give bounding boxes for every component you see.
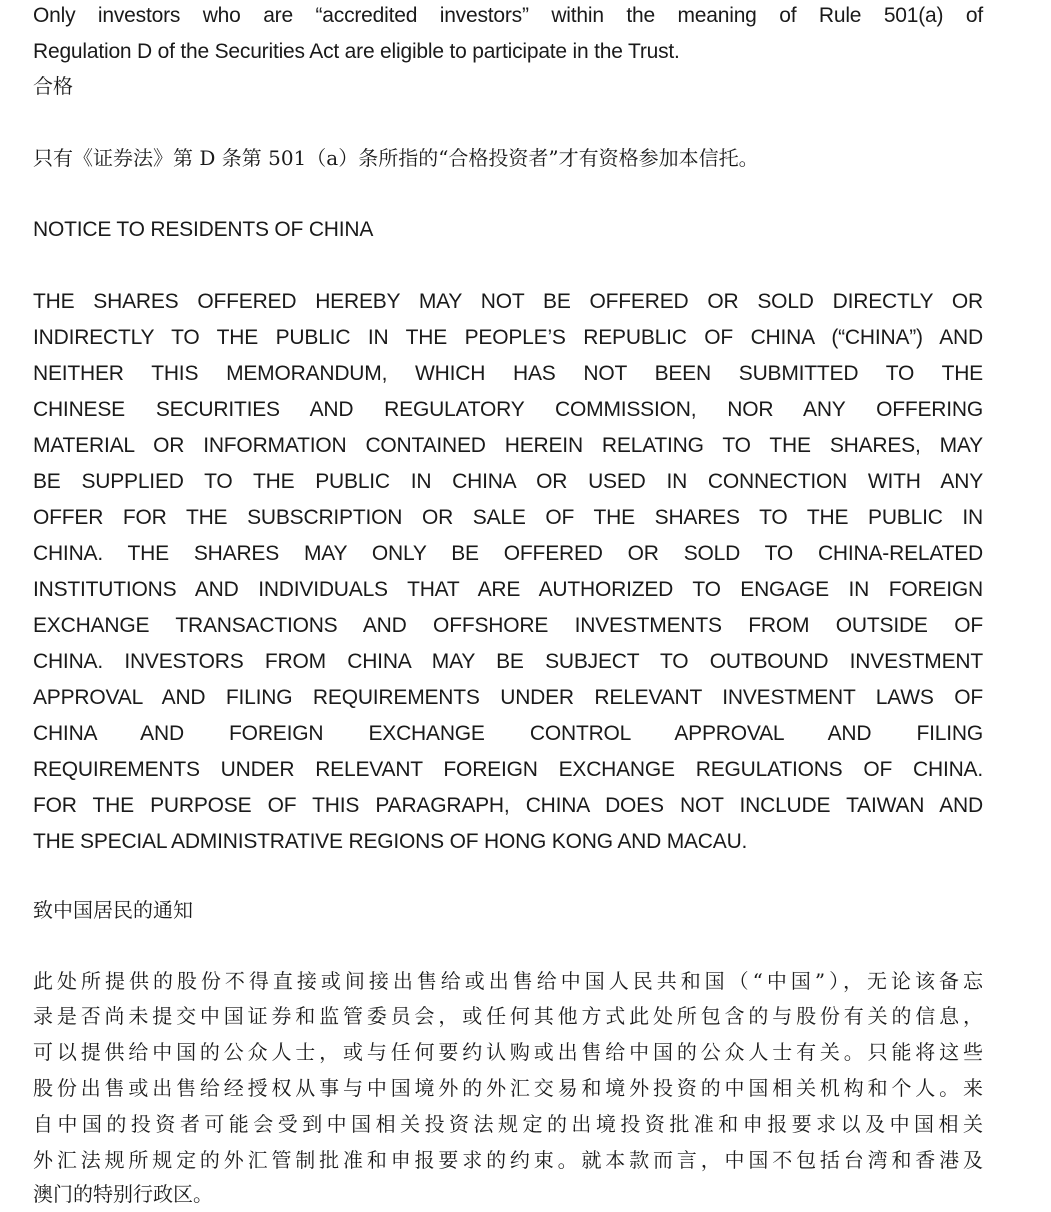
notice-zh-line: 此处所提供的股份不得直接或间接出售给或出售给中国人民共和国（“中国”），无论该备忘 xyxy=(33,969,983,993)
notice-en-line: FOR THE PURPOSE OF THIS PARAGRAPH, CHINA DOES NOT INCLUDE TAIWAN AND xyxy=(33,794,983,817)
notice-zh-line: 澳门的特别行政区。 xyxy=(33,1182,213,1206)
notice-en-line: OFFER FOR THE SUBSCRIPTION OR SALE OF THE SHARES TO THE PUBLIC IN xyxy=(33,506,983,529)
notice-en-line: CHINESE SECURITIES AND REGULATORY COMMISSION, NOR ANY OFFERING xyxy=(33,398,983,421)
notice-en-title: NOTICE TO RESIDENTS OF CHINA xyxy=(33,218,374,241)
notice-en-line: REQUIREMENTS UNDER RELEVANT FOREIGN EXCHANGE REGULATIONS OF CHINA. xyxy=(33,758,983,781)
notice-zh-title: 致中国居民的通知 xyxy=(33,898,193,922)
notice-en-line: BE SUPPLIED TO THE PUBLIC IN CHINA OR USED IN CONNECTION WITH ANY xyxy=(33,470,983,493)
notice-en-line: THE SHARES OFFERED HEREBY MAY NOT BE OFFERED OR SOLD DIRECTLY OR xyxy=(33,290,983,313)
notice-zh-line: 外汇法规所规定的外汇管制批准和申报要求的约束。就本款而言，中国不包括台湾和香港及 xyxy=(33,1148,983,1172)
notice-en-line: NEITHER THIS MEMORANDUM, WHICH HAS NOT BEEN SUBMITTED TO THE xyxy=(33,362,983,385)
notice-en-line: THE SPECIAL ADMINISTRATIVE REGIONS OF HONG KONG AND MACAU. xyxy=(33,830,748,853)
accredited-zh-paragraph: 只有《证券法》第 D 条第 501（a）条所指的“合格投资者”才有资格参加本信托。 xyxy=(33,146,759,170)
notice-en-line: CHINA AND FOREIGN EXCHANGE CONTROL APPROVAL AND FILING xyxy=(33,722,983,745)
accredited-en-line-2: Regulation D of the Securities Act are eligible to participate in the Trust. xyxy=(33,40,680,63)
notice-en-line: INSTITUTIONS AND INDIVIDUALS THAT ARE AUTHORIZED TO ENGAGE IN FOREIGN xyxy=(33,578,983,601)
notice-en-line: MATERIAL OR INFORMATION CONTAINED HEREIN RELATING TO THE SHARES, MAY xyxy=(33,434,983,457)
notice-zh-line: 可以提供给中国的公众人士，或与任何要约认购或出售给中国的公众人士有关。只能将这些 xyxy=(33,1040,983,1064)
notice-zh-line: 股份出售或出售给经授权从事与中国境外的外汇交易和境外投资的中国相关机构和个人。来 xyxy=(33,1076,983,1100)
notice-en-line: EXCHANGE TRANSACTIONS AND OFFSHORE INVESTMENTS FROM OUTSIDE OF xyxy=(33,614,983,637)
notice-en-line: INDIRECTLY TO THE PUBLIC IN THE PEOPLE’S REPUBLIC OF CHINA (“CHINA”) AND xyxy=(33,326,983,349)
notice-en-line: CHINA. INVESTORS FROM CHINA MAY BE SUBJECT TO OUTBOUND INVESTMENT xyxy=(33,650,983,673)
notice-zh-line: 自中国的投资者可能会受到中国相关投资法规定的出境投资批准和申报要求以及中国相关 xyxy=(33,1112,983,1136)
accredited-zh-heading: 合格 xyxy=(33,74,73,98)
notice-en-line: APPROVAL AND FILING REQUIREMENTS UNDER RELEVANT INVESTMENT LAWS OF xyxy=(33,686,983,709)
notice-zh-line: 录是否尚未提交中国证券和监管委员会，或任何其他方式此处所包含的与股份有关的信息， xyxy=(33,1004,983,1028)
notice-en-line: CHINA. THE SHARES MAY ONLY BE OFFERED OR SOLD TO CHINA-RELATED xyxy=(33,542,983,565)
accredited-en-line-1: Only investors who are “accredited investors” within the meaning of Rule 501(a) of xyxy=(33,4,983,27)
